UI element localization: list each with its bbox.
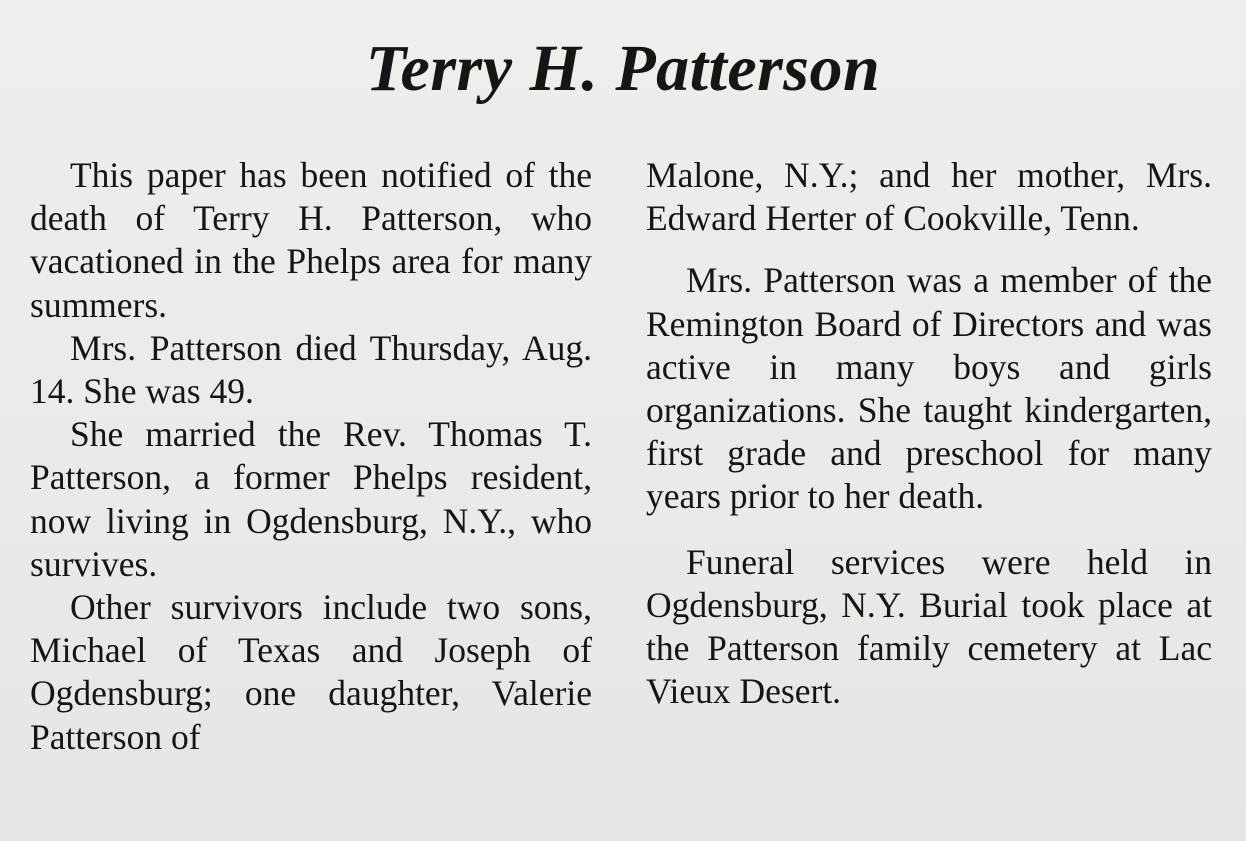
left-column (30, 154, 592, 759)
paragraph-activities: Mrs. Patterson was a member of the Remington Board of Directors and was active in many boys and girls organizations. She taught kindergarten, first grade and preschool for many years prior to her death. (646, 260, 1212, 517)
paragraph-notification: This paper has been notified of the death of Terry H. Patterson, who vacationed in the Phelps area for many summers. (30, 155, 592, 325)
obituary-headline: Terry H. Patterson (365, 32, 881, 105)
paragraph-survivors: Other survivors include two sons, Michael of Texas and Joseph of Ogdensburg; one daughter, Valerie Patterson of (30, 587, 592, 757)
paragraph-marriage: She married the Rev. Thomas T. Patterson, a former Phelps resident, now living in Ogdensburg, N.Y., who survives. (30, 414, 592, 584)
paragraph-funeral: Funeral services were held in Ogdensburg, N.Y. Burial took place at the Patterson family cemetery at Lac Vieux Desert. (646, 541, 1212, 712)
right-column (646, 154, 1212, 713)
paragraph-survivors-continued: Malone, N.Y.; and her mother, Mrs. Edward Herter of Cookville, Tenn. (646, 155, 1212, 239)
paragraph-death-date: Mrs. Patterson died Thursday, Aug. 14. She was 49. (30, 327, 592, 412)
